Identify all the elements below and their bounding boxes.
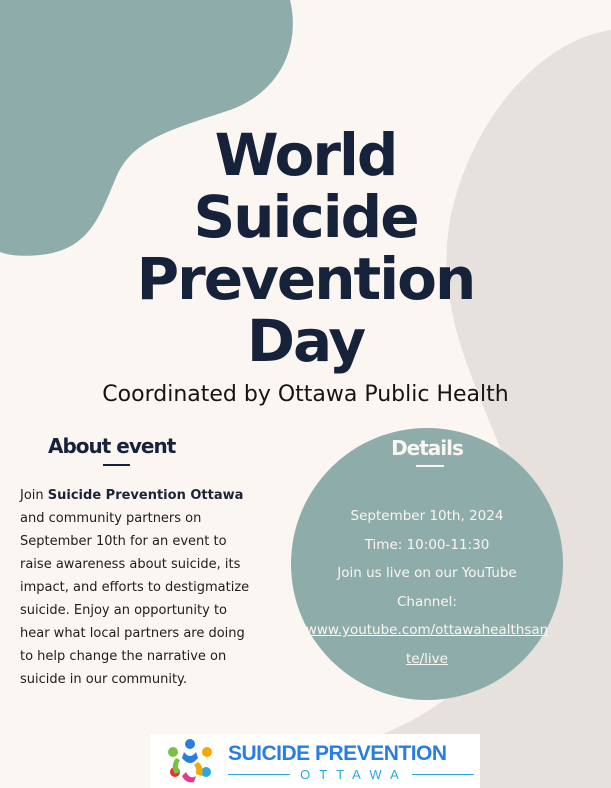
title-line: World: [214, 121, 397, 189]
logo-city-row: [228, 767, 474, 782]
about-body-rest: and community partners on September 10th for an event to raise awareness about suicide, its impact, and efforts to destigmatize suicide. Enjoy an opportunity to hear what local partners are doing to help change the narrative on suicide in our community.: [20, 511, 250, 687]
about-heading: About event: [48, 434, 176, 458]
join-line-2: Channel:: [397, 593, 457, 610]
logo-city: OTTAWA: [300, 767, 408, 782]
title-line: Suicide: [193, 183, 418, 251]
about-body: [20, 484, 252, 691]
about-body-bold: Suicide Prevention Ottawa: [47, 488, 244, 503]
coordinator-subtitle: Coordinated by Ottawa Public Health: [102, 382, 509, 407]
youtube-link-line-2[interactable]: te/live: [406, 650, 448, 667]
event-time: Time: 10:00-11:30: [364, 536, 490, 553]
event-date: September 10th, 2024: [350, 508, 504, 524]
people-circle-logo-icon: [164, 738, 216, 786]
details-underline: [416, 465, 444, 467]
logo-line-left: [228, 774, 290, 776]
about-underline: [103, 464, 130, 466]
title-line: Day: [246, 307, 365, 375]
title-line: Prevention: [136, 245, 475, 313]
youtube-link-line-1[interactable]: www.youtube.com/ottawahealthsan: [305, 622, 549, 638]
event-title: [60, 121, 551, 375]
about-body-prefix: Join: [20, 488, 48, 503]
details-heading: Details: [391, 436, 463, 460]
logo-name: SUICIDE PREVENTION: [228, 742, 447, 765]
logo-banner: [150, 734, 480, 788]
details-info: [295, 502, 559, 673]
join-line-1: Join us live on our YouTube: [337, 565, 517, 581]
logo-line-right: [412, 774, 474, 776]
youtube-link[interactable]: [295, 616, 559, 673]
